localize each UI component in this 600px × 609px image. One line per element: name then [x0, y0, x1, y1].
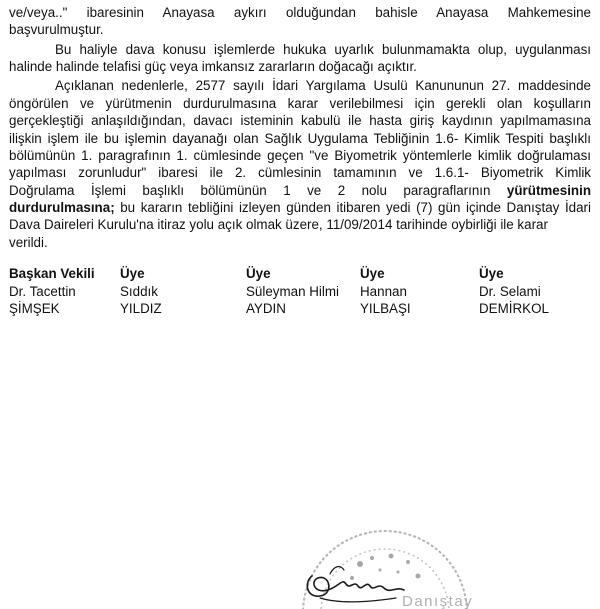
- body-line-1: ve/veya.." ibaresinin Anayasa aykırı olduğundan bahisle Anayasa Mahkemesine: [9, 5, 591, 20]
- body-line-4: halinde halinde telafisi güç veya imkansız zararların doğacağı açıktır.: [9, 59, 417, 74]
- body-line-11-text: Doğrulama İşlemi başlıklı bölümünün 1 ve 2 nolu paragraflarının: [9, 183, 507, 198]
- signatory-title: Başkan Vekili: [9, 266, 95, 281]
- body-line-7: gerçekleştiği anlaşıldığından, davacı isteminin kabulü ile hasta giriş kaydının yapılmamasına: [9, 113, 591, 128]
- signatory-name: Hannan: [360, 284, 407, 299]
- body-line-6: öngörülen ve yürütmenin durdurulmasına karar verilebilmesi için gerekli olan koşulların: [9, 96, 591, 111]
- signatory-name: Dr. Tacettin: [9, 284, 76, 299]
- body-line-12-text: bu kararın tebliğini izleyen günden itibaren yedi (7) gün içinde Danıştay İdari: [114, 200, 591, 215]
- body-line-3: Bu haliyle dava konusu işlemlerde hukuka uyarlık bulunmamakta olup, uygulanması: [55, 42, 591, 57]
- body-line-9: bölümünün 1. paragrafının 1. cümlesinde geçen "ve Biyometrik yöntemlerle kimlik doğrulaması: [9, 148, 591, 163]
- ruling-bold-1: yürütmesinin: [506, 183, 591, 198]
- signatory-title: Üye: [246, 266, 271, 281]
- signatory-title: Üye: [479, 266, 504, 281]
- seal-fragment-text: Danıştay: [402, 593, 474, 609]
- body-line-11: [9, 182, 591, 199]
- signatory-surname: AYDIN: [246, 301, 286, 316]
- body-line-8: ilişkin işlem ile bu işlemin dayanağı olan Sağlık Uygulama Tebliğinin 1.6- Kimlik Tespiti başlıklı: [9, 131, 591, 146]
- signatory-title: Üye: [360, 266, 385, 281]
- signatory-title: Üye: [120, 266, 145, 281]
- signatory-surname: ŞİMŞEK: [9, 301, 60, 316]
- ruling-bold-2: durdurulmasına;: [9, 200, 115, 215]
- body-line-10: yapılması zorunludur" ibaresi ile 2. cümlesinin tamamının ve 1.6.1- Biyometrik Kimlik: [9, 165, 591, 180]
- body-line-5: Açıklanan nedenlerle, 2577 sayılı İdari Yargılama Usulü Kanununun 27. maddesinde: [55, 78, 591, 93]
- signatory-surname: YILDIZ: [120, 301, 162, 316]
- body-line-13: Dava Daireleri Kurulu'na itiraz yolu açık olmak üzere, 11/09/2014 tarihinde oybirliği ile karar: [9, 217, 548, 232]
- signatory-name: Sıddık: [120, 284, 158, 299]
- signatory-surname: YILBAŞI: [360, 301, 411, 316]
- body-line-14: verildi.: [9, 235, 48, 250]
- handwritten-signature-icon: [300, 548, 420, 609]
- signatory-surname: DEMİRKOL: [479, 301, 549, 316]
- signatory-name: Dr. Selami: [479, 284, 541, 299]
- body-line-12: [9, 199, 591, 216]
- body-line-2: başvurulmuştur.: [9, 22, 104, 37]
- signatory-name: Süleyman Hilmi: [246, 284, 340, 299]
